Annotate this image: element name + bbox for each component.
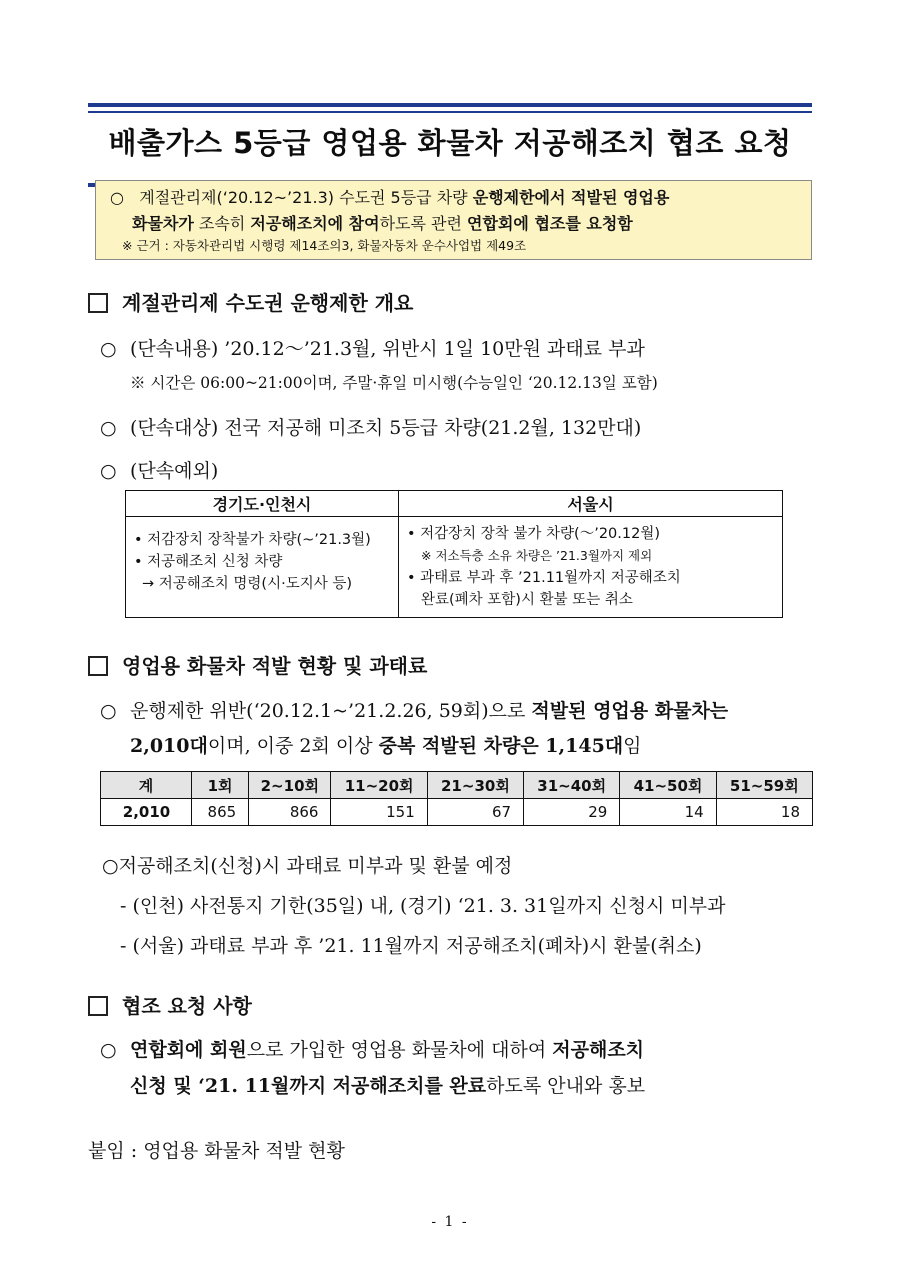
section-2-item-2: ○저공해조치(신청)시 과태료 미부과 및 환불 예정 <box>102 855 513 877</box>
exception-gyeonggi-line-3: → 저공해조치 명령(시·도지사 등) <box>142 576 352 592</box>
summary-legal-basis: ※ 근거 : 자동차관리법 시행령 제14조의3, 화물자동차 운수사업법 제49조 <box>122 238 527 253</box>
section-3-line-1 <box>100 1035 644 1062</box>
exception-seoul-note: ※ 저소득층 소유 차량은 ’21.3월까지 제외 <box>421 548 653 563</box>
summary-line-1 <box>110 185 797 211</box>
exception-seoul-line-2: • 과태료 부과 후 ’21.11월까지 저공해조치 <box>407 570 681 586</box>
exception-cell-seoul <box>399 517 783 618</box>
exception-gyeonggi-line-1: • 저감장치 장착불가 차량(~’21.3월) <box>134 532 371 548</box>
section-1-item-2 <box>100 413 641 440</box>
section-3-text-1a: 연합회에 회원 <box>130 1039 247 1061</box>
section-3-text-2b: 하도록 안내와 홍보 <box>486 1075 646 1097</box>
summary-text-2d: 하도록 관련 <box>379 214 468 233</box>
section-2-item-1-line-1 <box>100 696 728 723</box>
section-2-heading-text: 영업용 화물차 적발 현황 및 과태료 <box>122 654 428 678</box>
exception-header-seoul: 서울시 <box>399 491 783 517</box>
circle-bullet-icon: ○ <box>100 700 117 722</box>
circle-bullet-icon: ○ <box>100 1039 117 1061</box>
section-3-text-1b: 으로 가입한 영업용 화물차에 대하여 <box>246 1039 553 1061</box>
summary-text-1b: 운행제한에서 적발된 영업용 <box>472 188 670 207</box>
violation-stats-table <box>100 771 813 826</box>
stats-value-2-10: 866 <box>249 799 331 826</box>
stats-value-41-50: 14 <box>620 799 716 826</box>
section-1-heading-text: 계절관리제 수도권 운행제한 개요 <box>122 291 414 315</box>
section-1-item-1-note: ※ 시간은 06:00~21:00이며, 주말·휴일 미시행(수능일인 ‘20.12.13일 포함) <box>130 374 658 392</box>
stats-header-31-40: 31~40회 <box>524 772 620 799</box>
summary-bullet: ○ <box>110 188 124 207</box>
section-2-item-1-text-a: 운행제한 위반(‘20.12.1~’21.2.26, 59회)으로 <box>130 700 532 722</box>
attachment-line: 붙임 : 영업용 화물차 적발 현황 <box>88 1140 345 1162</box>
section-2-item-1-text-b: 적발된 영업용 화물차는 <box>531 700 729 722</box>
summary-text-1a: 계절관리제(‘20.12~’21.3) 수도권 5등급 차량 <box>139 188 473 207</box>
summary-line-2 <box>110 211 797 237</box>
violation-stats-header-row <box>101 772 813 799</box>
stats-header-11-20: 11~20회 <box>331 772 427 799</box>
circle-bullet-icon: ○ <box>100 338 117 360</box>
document-title: 배출가스 5등급 영업용 화물차 저공해조치 협조 요청 <box>108 126 792 160</box>
section-2-dash-1: - (인천) 사전통지 기한(35일) 내, (경기) ‘21. 3. 31일까지 신청시 미부과 <box>120 895 726 917</box>
section-1-item-3 <box>100 456 218 483</box>
section-1-heading <box>88 287 413 316</box>
summary-text-2e: 연합회에 협조를 요청함 <box>467 214 633 233</box>
summary-text-2b: 조속히 <box>193 214 251 233</box>
title-top-thin-rule <box>88 111 812 113</box>
checkbox-square-icon <box>88 656 108 676</box>
section-2-item-1-line-2 <box>130 731 642 758</box>
section-1-item-1-text: (단속내용) ’20.12～’21.3월, 위반시 1일 10만원 과태료 부과 <box>130 338 645 360</box>
stats-header-41-50: 41~50회 <box>620 772 716 799</box>
exception-table <box>125 490 783 618</box>
summary-text-2a: 화물차가 <box>132 214 194 233</box>
exception-gyeonggi-line-2: • 저공해조치 신청 차량 <box>134 554 283 570</box>
stats-value-21-30: 67 <box>427 799 523 826</box>
section-2-heading <box>88 650 427 679</box>
section-2-item-1-text-e: 중복 적발된 차량은 1,145대 <box>378 735 624 757</box>
stats-value-51-59: 18 <box>716 799 812 826</box>
section-1-item-3-text: (단속예외) <box>130 460 219 482</box>
section-2-item-1-text-f: 임 <box>623 735 642 757</box>
stats-header-total: 계 <box>101 772 192 799</box>
violation-stats-value-row <box>101 799 813 826</box>
exception-seoul-line-1: • 저감장치 장착 불가 차량(～’20.12월) <box>407 526 660 542</box>
circle-bullet-icon: ○ <box>100 460 117 482</box>
section-1-item-1 <box>100 334 645 361</box>
section-3-text-1c: 저공해조치 <box>552 1039 645 1061</box>
stats-header-51-59: 51~59회 <box>716 772 812 799</box>
exception-cell-gyeonggi <box>126 517 399 618</box>
section-3-heading-text: 협조 요청 사항 <box>122 994 252 1018</box>
section-2-item-1-text-d: 이며, 이중 2회 이상 <box>207 735 379 757</box>
section-3-line-2 <box>130 1071 645 1098</box>
stats-header-2-10: 2~10회 <box>249 772 331 799</box>
circle-bullet-icon: ○ <box>100 417 117 439</box>
exception-header-gyeonggi: 경기도·인천시 <box>126 491 399 517</box>
stats-header-21-30: 21~30회 <box>427 772 523 799</box>
page-number: - 1 - <box>431 1214 469 1230</box>
title-top-rule <box>88 103 812 107</box>
section-2-dash-2: - (서울) 과태료 부과 후 ’21. 11월까지 저공해조치(폐차)시 환불(취소) <box>120 935 702 957</box>
stats-value-11-20: 151 <box>331 799 427 826</box>
exception-seoul-line-3: 완료(폐차 포함)시 환불 또는 취소 <box>421 592 633 608</box>
summary-text-2c: 저공해조치에 참여 <box>250 214 380 233</box>
checkbox-square-icon <box>88 293 108 313</box>
title-block <box>88 103 812 187</box>
stats-header-1: 1회 <box>192 772 249 799</box>
summary-box <box>95 180 812 260</box>
section-3-text-2a: 신청 및 ‘21. 11월까지 저공해조치를 완료 <box>130 1075 487 1097</box>
stats-value-1: 865 <box>192 799 249 826</box>
section-1-item-2-text: (단속대상) 전국 저공해 미조치 5등급 차량(21.2월, 132만대) <box>130 417 642 439</box>
stats-value-total: 2,010 <box>101 799 192 826</box>
stats-value-31-40: 29 <box>524 799 620 826</box>
checkbox-square-icon <box>88 996 108 1016</box>
section-2-item-1-text-c: 2,010대 <box>130 735 208 757</box>
section-3-heading <box>88 990 252 1019</box>
